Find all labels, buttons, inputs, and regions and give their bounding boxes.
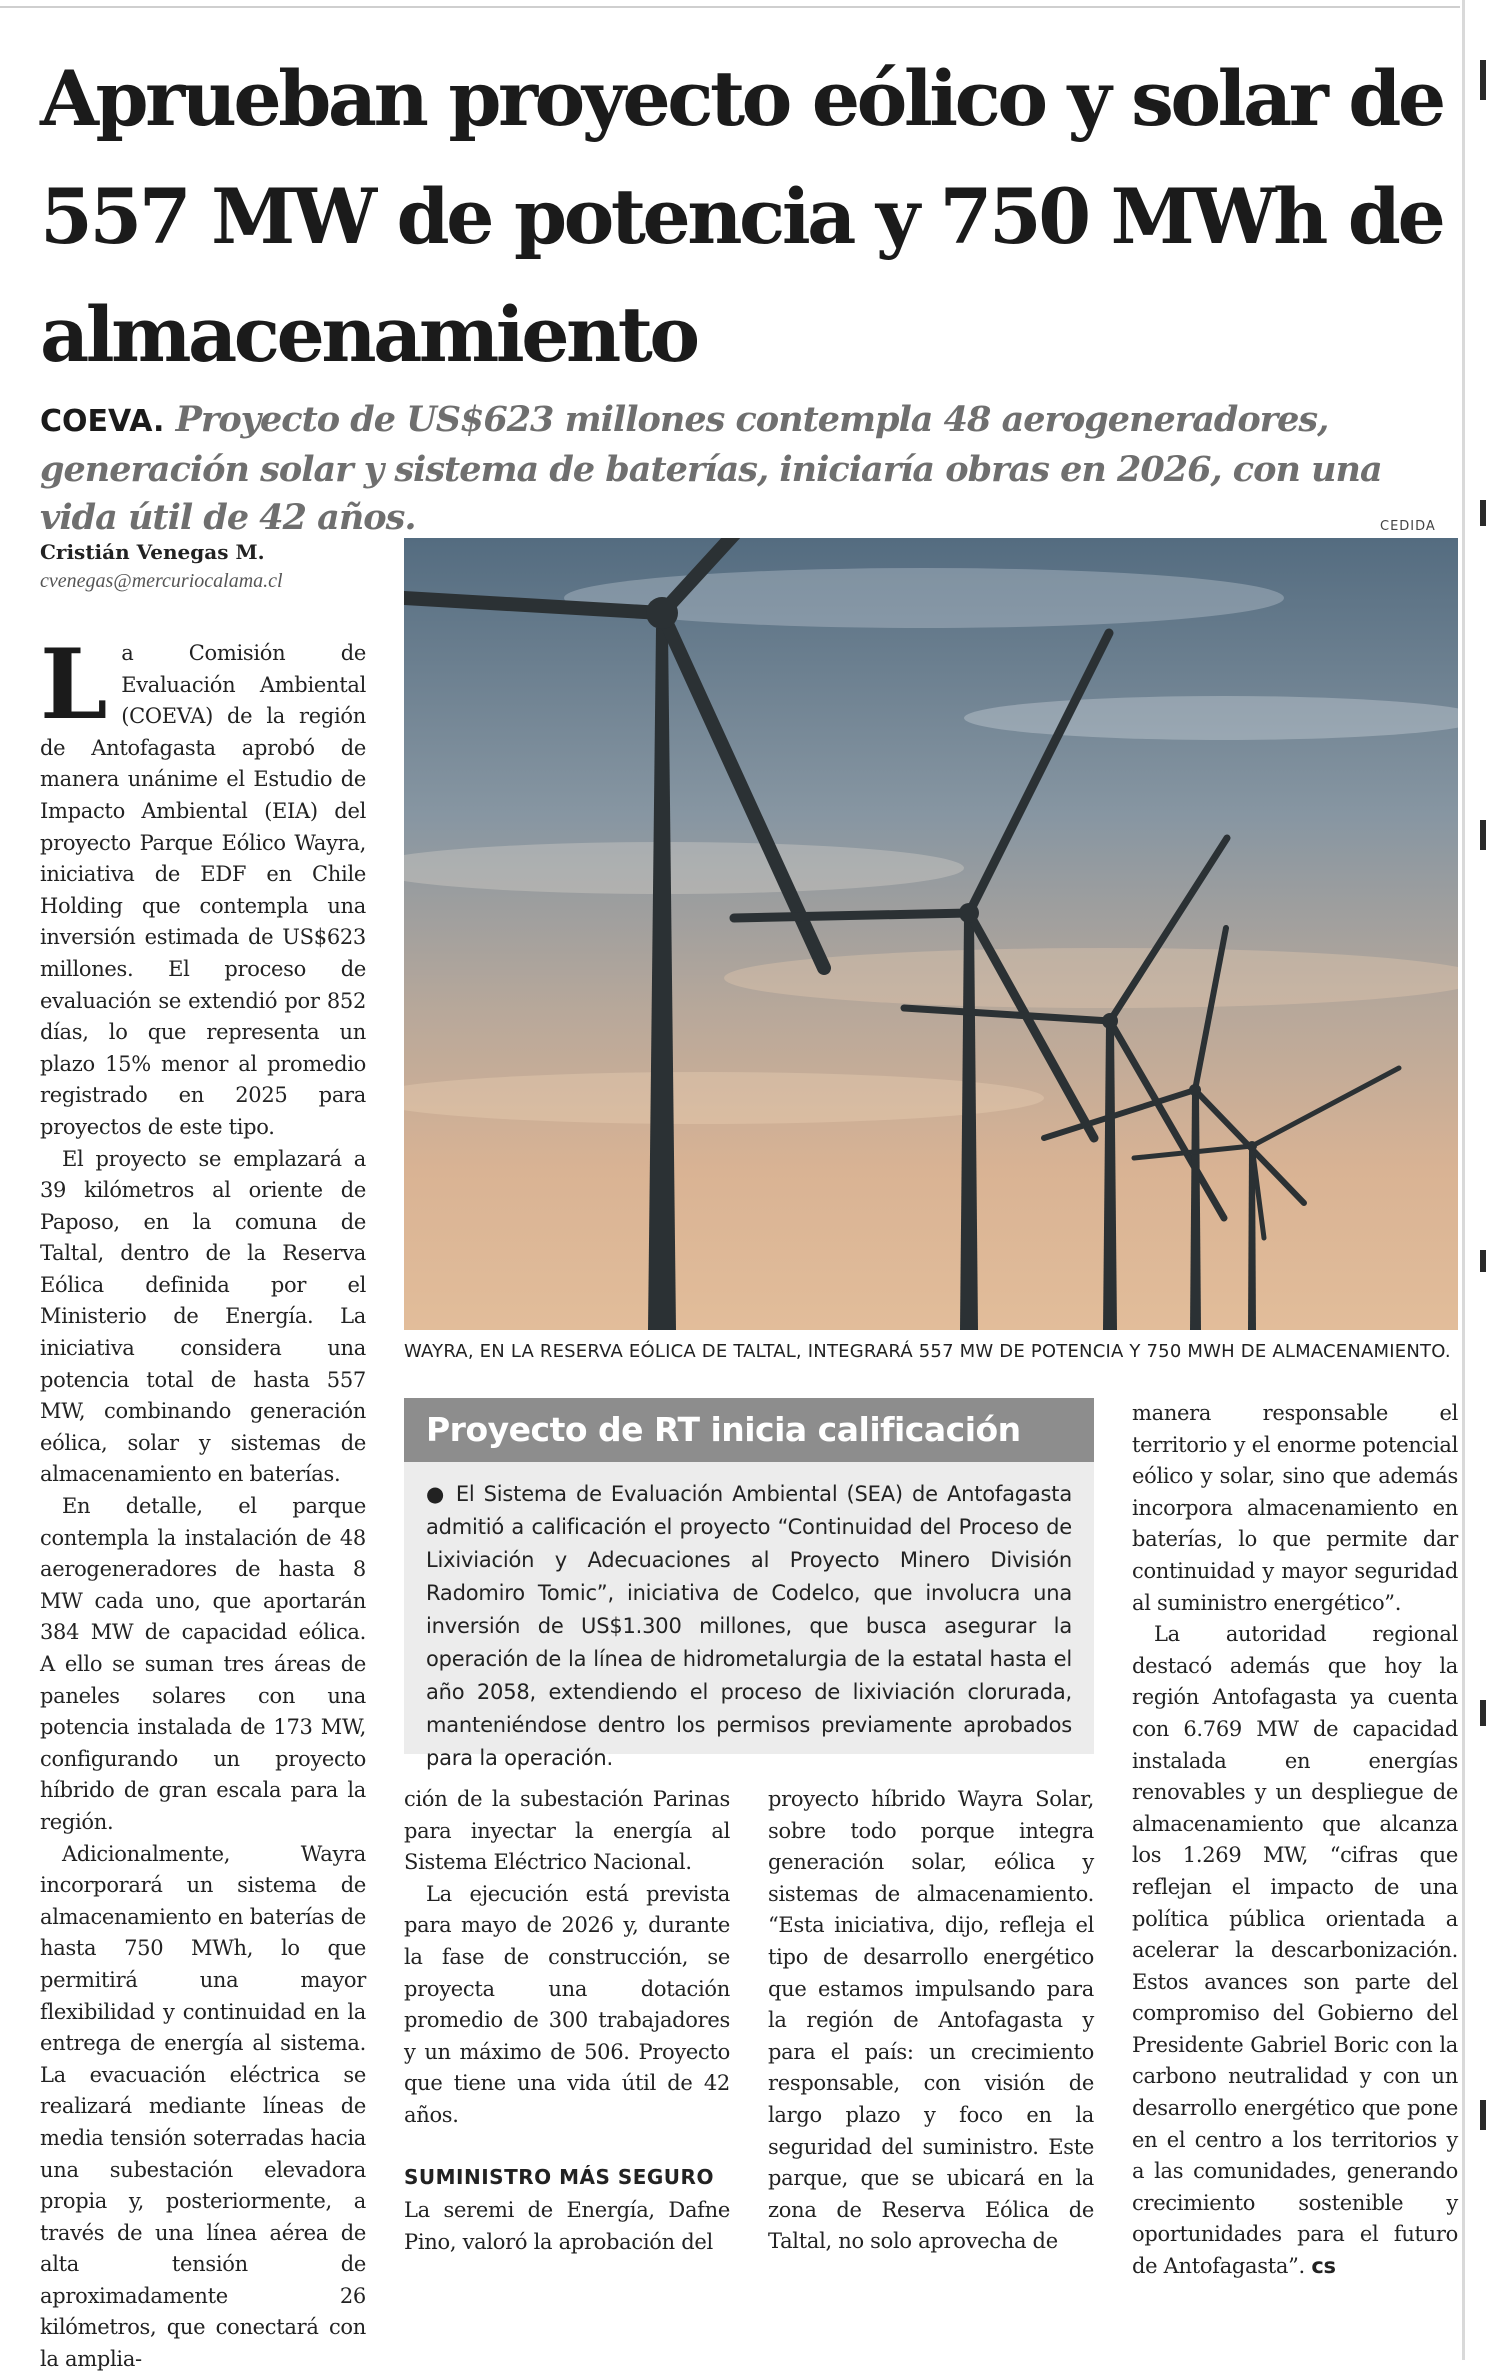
article-paragraph: En detalle, el parque contempla la instalación de 48 aerogeneradores de hasta 8 MW cada uno, que aportarán 384 MW de capacidad eólica. A ello se suman tres áreas de paneles solares con una potencia instalada de 173 MW, configurando un proyecto híbrido de gran escala para la región. (40, 1494, 366, 1834)
sidebar-body (404, 1462, 1094, 1775)
article-paragraph (1132, 1619, 1458, 2282)
article-paragraph (40, 628, 366, 1144)
article-column-3 (768, 1784, 1094, 2258)
photo-credit: CEDIDA (1380, 519, 1436, 534)
byline-author: Cristián Venegas M. (40, 540, 265, 564)
section-subhead: SUMINISTRO MÁS SEGURO (404, 2164, 714, 2189)
byline (40, 540, 380, 593)
article-column-2 (404, 1784, 730, 2258)
article-paragraph: Adicionalmente, Wayra incorporará un sistema de almacenamiento en baterías de hasta 750 MWh, lo que permitirá una mayor flexibilidad y continuidad en la entrega de energía al sistema. La evacuación eléctrica se realizará mediante líneas de media tensión soterradas hacia una subestación elevadora propia y, posteriormente, a través de una línea aérea de alta tensión de aproximadamente 26 kilómetros, que conectará con la amplia- (40, 1841, 366, 2372)
sidebar-title: Proyecto de RT inicia calificación (404, 1398, 1094, 1462)
article-paragraph: ción de la subestación Parinas para inyectar la energía al Sistema Eléctrico Nacional. (404, 1787, 730, 1875)
sidebar-text: El Sistema de Evaluación Ambiental (SEA) de Antofagasta admitió a calificación el proyecto “Continuidad del Proceso de Lixiviación y Adecuaciones al Proyecto Minero División Radomiro Tomic”, iniciativa de Codelco, que involucra una inversión de US$1.300 millones, que busca asegurar la operación de la línea de hidrometalurgia de la estatal hasta el año 2058, extendiendo el proceso de lixiviación clorurada, manteniéndose dentro los permisos previamente aprobados para la operación. (426, 1482, 1073, 1770)
end-mark-icon: cs (1311, 2254, 1336, 2279)
wind-turbines-photo (404, 538, 1458, 1330)
article-paragraph: La ejecución está prevista para mayo de 2026 y, durante la fase de construcción, se proyecta una dotación promedio de 300 trabajadores y un máximo de 506. Proyecto que tiene una vida útil de 42 años. (404, 1881, 730, 2127)
sidebar-box (404, 1398, 1094, 1770)
headline: Aprueban proyecto eólico y solar de 557 MW de potencia y 750 MWh de almacenamiento (40, 54, 1443, 379)
adjacent-page-edge (1474, 0, 1496, 2360)
deck (40, 396, 1450, 542)
article-paragraph: La seremi de Energía, Dafne Pino, valoró la aprobación del (404, 2198, 730, 2254)
article-paragraph: manera responsable el territorio y el enorme potencial eólico y solar, sino que además incorpora almacenamiento en baterías, lo que permite dar continuidad y mayor seguridad al suministro energético”. (1132, 1401, 1458, 1615)
byline-email: cvenegas@mercuriocalama.cl (40, 570, 283, 592)
deck-kicker: COEVA. (40, 404, 165, 439)
deck-text: Proyecto de US$623 millones contempla 48 aerogeneradores, generación solar y sistema de baterías, iniciaría obras en 2026, con una vida útil de 42 años. (40, 399, 1382, 538)
article-column-1 (40, 628, 366, 2376)
photo-caption: WAYRA, EN LA RESERVA EÓLICA DE TALTAL, INTEGRARÁ 557 MW DE POTENCIA Y 750 MWH DE ALMACENAMIENTO. (404, 1341, 1451, 1362)
top-rule (0, 6, 1460, 8)
article-paragraph: El proyecto se emplazará a 39 kilómetros al oriente de Paposo, en la comuna de Taltal, dentro de la Reserva Eólica definida por el Ministerio de Energía. La iniciativa considera una potencia total de hasta 557 MW, combinando generación eólica, solar y sistemas de almacenamiento en baterías. (40, 1146, 366, 1487)
paragraph-text: La autoridad regional destacó además que hoy la región Antofagasta ya cuenta con 6.769 MW de capacidad instalada en energías renovables y un despliegue de almacenamiento que alcanza los 1.269 MW, “cifras que reflejan el impacto de una política pública orientada a acelerar la descarbonización. Estos avances son parte del compromiso del Gobierno del Presidente Gabriel Boric con la carbono neutralidad y con un desarrollo energético que pone en el centro a los territorios y a las comunidades, generando crecimiento sostenible y oportunidades para el futuro de Antofagasta”. (1132, 1622, 1458, 2279)
article-column-4 (1132, 1398, 1458, 2283)
paragraph-text: a Comisión de Evaluación Ambiental (COEVA) de la región de Antofagasta aprobó de manera unánime el Estudio de Impacto Ambiental (EIA) del proyecto Parque Eólico Wayra, iniciativa de EDF en Chile Holding que contempla una inversión estimada de US$623 millones. El proceso de evaluación se extendió por 852 días, lo que representa un plazo 15% menor al promedio registrado en 2025 para proyectos de este tipo. (40, 641, 366, 1139)
bullet-icon: ● (426, 1482, 447, 1506)
article-paragraph: proyecto híbrido Wayra Solar, sobre todo porque integra generación solar, eólica y sistemas de almacenamiento. “Esta iniciativa, dijo, refleja el tipo de desarrollo energético que estamos impulsando para la región de Antofagasta y para el país: un crecimiento responsable, con visión de largo plazo y foco en la seguridad del suministro. Este parque, que se ubicará en la zona de Reserva Eólica de Taltal, no solo aprovecha de (768, 1787, 1094, 2254)
page-edge-rule (1462, 0, 1465, 2360)
drop-cap: L (40, 628, 108, 741)
